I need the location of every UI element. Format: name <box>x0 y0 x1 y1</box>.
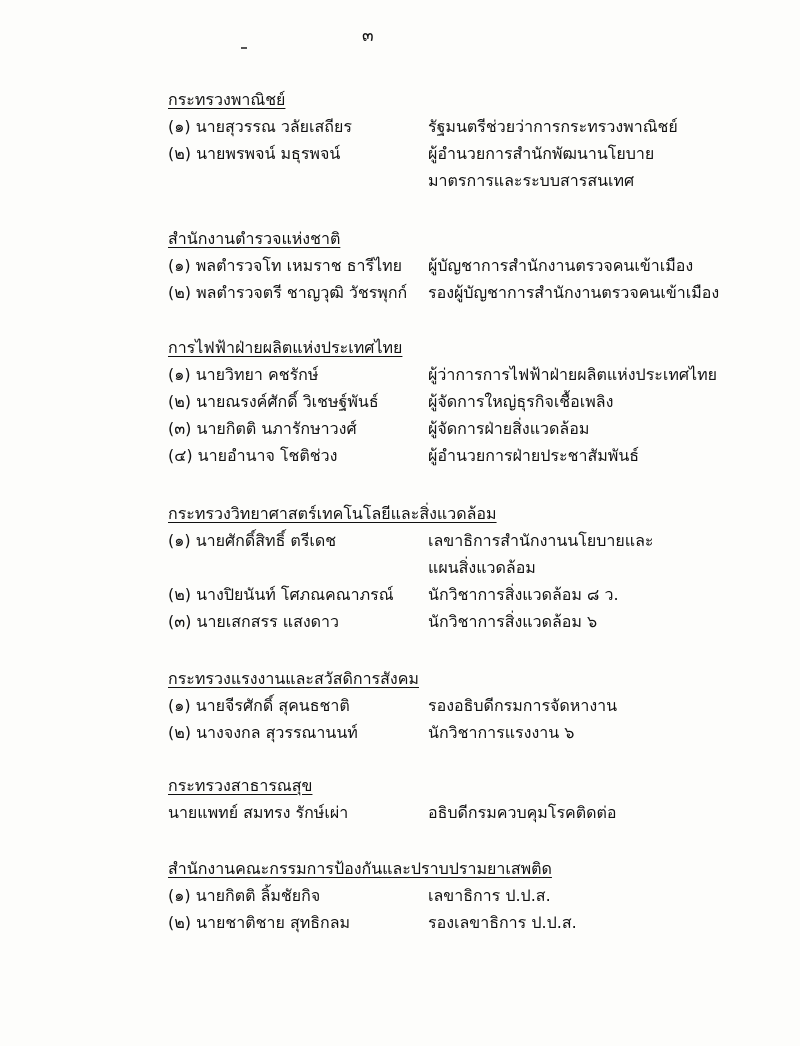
member-row <box>168 719 728 746</box>
section-heading: กระทรวงพาณิชย์ <box>168 90 286 109</box>
member-row <box>168 909 728 936</box>
section-heading: การไฟฟ้าฝ่ายผลิตแห่งประเทศไทย <box>168 338 403 357</box>
member-row <box>168 113 728 140</box>
member-name: (๑) นายวิทยา คชรักษ์ <box>168 365 319 384</box>
member-row <box>168 608 728 635</box>
section-heading: สำนักงานคณะกรรมการป้องกันและปราบปรามยาเสพติด <box>168 859 552 878</box>
member-name: (๒) นางปิยนันท์ โศภณคณาภรณ์ <box>168 585 394 604</box>
section-heading: กระทรวงแรงงานและสวัสดิการสังคม <box>168 669 419 688</box>
member-name: (๒) นายณรงค์ศักดิ์ วิเชษฐ์พันธ์ <box>168 392 379 411</box>
member-row <box>168 882 728 909</box>
member-row <box>168 581 728 608</box>
member-row <box>168 415 728 442</box>
member-position: เลขาธิการ ป.ป.ส. <box>428 886 551 905</box>
member-name: (๑) นายกิตติ ลิ้มชัยกิจ <box>168 886 321 905</box>
member-position: นักวิชาการแรงงาน ๖ <box>428 723 575 742</box>
member-position: รองอธิบดีกรมการจัดหางาน <box>428 696 618 715</box>
member-position: นักวิชาการสิ่งแวดล้อม ๖ <box>428 612 598 631</box>
member-position: ผู้อำนวยการฝ่ายประชาสัมพันธ์ <box>428 446 640 465</box>
section-public-health <box>168 773 728 826</box>
member-name: (๓) นายเสกสรร แสงดาว <box>168 612 340 631</box>
member-position-cont: มาตรการและระบบสารสนเทศ <box>428 171 635 190</box>
section-narcotics <box>168 856 728 936</box>
member-name: นายแพทย์ สมทรง รักษ์เผ่า <box>168 803 349 822</box>
section-labour <box>168 666 728 746</box>
member-position: รัฐมนตรีช่วยว่าการกระทรวงพาณิชย์ <box>428 117 678 136</box>
member-position: รองผู้บัญชาการสำนักงานตรวจคนเข้าเมือง <box>428 283 720 302</box>
section-science <box>168 501 728 635</box>
member-position: เลขาธิการสำนักงานนโยบายและ <box>428 531 654 550</box>
member-position: นักวิชาการสิ่งแวดล้อม ๘ ว. <box>428 585 619 604</box>
member-name: (๑) พลตำรวจโท เหมราช ธารีไทย <box>168 256 403 275</box>
member-row <box>168 361 728 388</box>
member-row <box>168 527 728 581</box>
section-heading: สำนักงานตำรวจแห่งชาติ <box>168 229 341 248</box>
member-name: (๓) นายกิตติ นภารักษาวงศ์ <box>168 419 357 438</box>
section-heading: กระทรวงสาธารณสุข <box>168 776 313 795</box>
section-police <box>168 226 728 306</box>
member-name: (๒) พลตำรวจตรี ชาญวุฒิ วัชรพุกก์ <box>168 283 408 302</box>
member-position-cont: แผนสิ่งแวดล้อม <box>428 558 536 577</box>
member-name: (๑) นายจีรศักดิ์ สุคนธชาติ <box>168 696 350 715</box>
member-position: ผู้จัดการฝ่ายสิ่งแวดล้อม <box>428 419 590 438</box>
member-row <box>168 799 728 826</box>
member-row <box>168 252 728 279</box>
member-name: (๔) นายอำนาจ โชติช่วง <box>168 446 338 465</box>
member-position: รองเลขาธิการ ป.ป.ส. <box>428 913 577 932</box>
member-position: ผู้อำนวยการสำนักพัฒนานโยบาย <box>428 144 655 163</box>
member-name: (๑) นายสุวรรณ วลัยเสถียร <box>168 117 352 136</box>
section-egat <box>168 335 728 469</box>
page-number: ๓ <box>362 26 374 46</box>
member-row <box>168 140 728 194</box>
scan-speck <box>241 47 247 49</box>
member-name: (๒) นางจงกล สุวรรณานนท์ <box>168 723 358 742</box>
member-row <box>168 692 728 719</box>
section-commerce <box>168 87 728 194</box>
member-row <box>168 279 728 306</box>
section-heading: กระทรวงวิทยาศาสตร์เทคโนโลยีและสิ่งแวดล้อม <box>168 504 497 523</box>
member-name: (๒) นายพรพจน์ มธุรพจน์ <box>168 144 341 163</box>
member-name: (๒) นายชาติชาย สุทธิกลม <box>168 913 351 932</box>
member-row <box>168 442 728 469</box>
member-position: ผู้จัดการใหญ่ธุรกิจเชื้อเพลิง <box>428 392 614 411</box>
member-position: อธิบดีกรมควบคุมโรคติดต่อ <box>428 803 617 822</box>
member-position: ผู้บัญชาการสำนักงานตรวจคนเข้าเมือง <box>428 256 694 275</box>
member-position: ผู้ว่าการการไฟฟ้าฝ่ายผลิตแห่งประเทศไทย <box>428 365 718 384</box>
member-name: (๑) นายศักดิ์สิทธิ์ ตรีเดช <box>168 531 337 550</box>
member-row <box>168 388 728 415</box>
